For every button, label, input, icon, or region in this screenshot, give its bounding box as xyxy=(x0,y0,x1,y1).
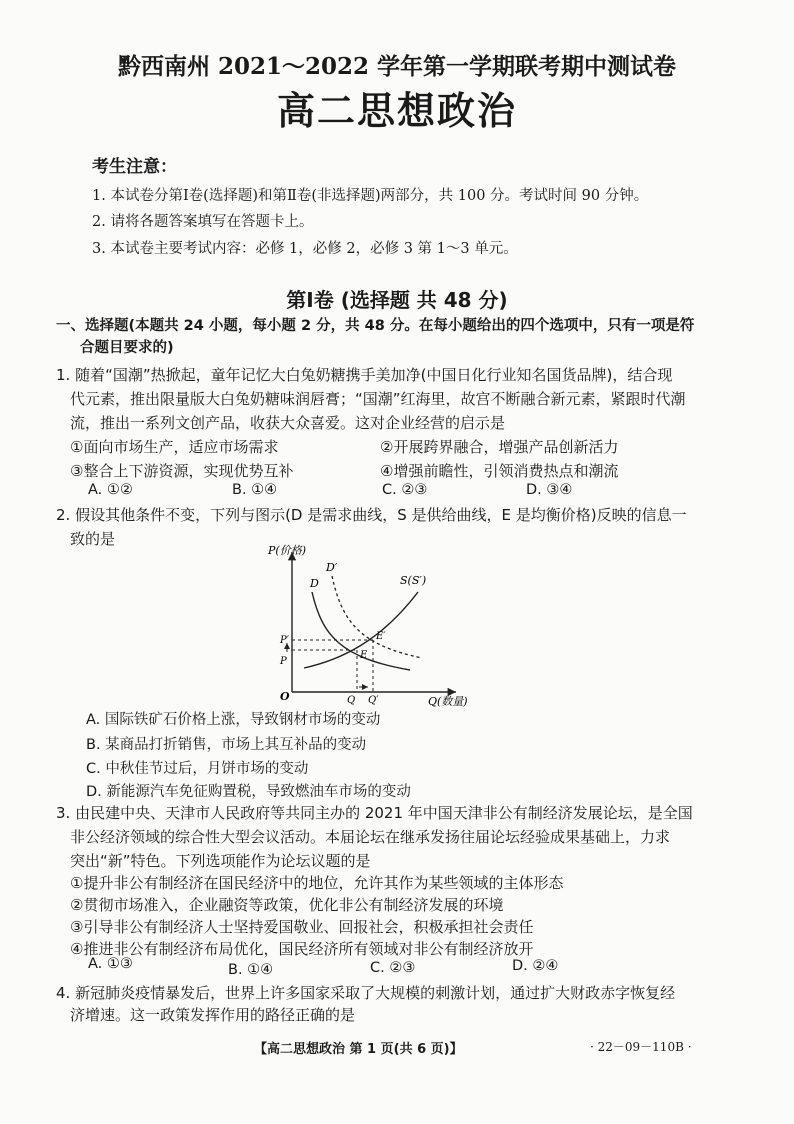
equilibrium-prime-label: E′ xyxy=(376,631,386,642)
notice-heading: 考生注意： xyxy=(92,157,177,177)
subject-title: 高二思想政治 xyxy=(276,89,517,133)
supply-label: S(S′) xyxy=(400,574,427,587)
question-3-option: D. ②④ xyxy=(512,958,559,974)
question-3-item: ④推进非公有制经济布局优化，国民经济所有领域对非公有制经济放开 xyxy=(70,940,534,958)
question-1-option: A. ①② xyxy=(88,482,133,498)
exam-code: · 22－09－110B · xyxy=(590,1040,692,1054)
question-4-text: 4. 新冠肺炎疫情暴发后，世界上许多国家采取了大规模的刺激计划，通过扩大财政赤字恢复经 xyxy=(56,984,676,1002)
question-1-item: ④增强前瞻性，引领消费热点和潮流 xyxy=(380,462,619,480)
question-1-text: 1. 随着“国潮”热掀起，童年记忆大白兔奶糖携手美加净(中国日化行业知名国货品牌)，结合现 xyxy=(56,366,673,384)
question-2-option: D. 新能源汽车免征购置税，导致燃油车市场的变动 xyxy=(86,784,411,800)
question-1-item: ③整合上下游资源，实现优势互补 xyxy=(70,462,294,480)
question-1-text: 流，推出一系列文创产品，收获大众喜爱。这对企业经营的启示是 xyxy=(70,414,506,432)
question-2-text: 致的是 xyxy=(70,530,116,548)
question-1-text: 代元素，推出限量版大白兔奶糖味润唇膏；“国潮”红海里，故宫不断融合新元素，紧跟时代潮 xyxy=(70,390,686,408)
question-1-option: B. ①④ xyxy=(232,482,278,498)
section-intro: 一、选择题(本题共 24 小题，每小题 2 分，共 48 分。在每小题给出的四个选项中，只有一项是符 xyxy=(56,318,695,334)
question-3-option: B. ①④ xyxy=(228,962,274,978)
question-3-item: ①提升非公有制经济在国民经济中的地位，允许其作为某些领域的主体形态 xyxy=(70,874,564,892)
q-label: Q xyxy=(347,695,356,706)
page-footer: 【高二思想政治 第 1 页(共 6 页)】 xyxy=(254,1042,463,1057)
section-title: 第Ⅰ卷 (选择题 共 48 分) xyxy=(286,288,508,312)
question-2-option: C. 中秋佳节过后，月饼市场的变动 xyxy=(86,761,309,777)
supply-demand-graph xyxy=(260,540,480,710)
section-intro: 合题目要求的) xyxy=(80,340,174,356)
origin-label: O xyxy=(280,690,290,703)
question-3-text: 突出“新”特色。下列选项能作为论坛议题的是 xyxy=(70,852,371,870)
demand-label: D xyxy=(310,577,319,590)
question-2-option: A. 国际铁矿石价格上涨，导致钢材市场的变动 xyxy=(86,712,381,728)
demand-curve-d-prime xyxy=(332,576,422,658)
x-axis-label: Q(数量) xyxy=(428,695,468,708)
notice-item: 2. 请将各题答案填写在答题卡上。 xyxy=(92,214,314,230)
question-2-text: 2. 假设其他条件不变，下列与图示(D 是需求曲线，S 是供给曲线，E 是均衡价格)反映的信息一 xyxy=(56,506,687,524)
question-3-option: C. ②③ xyxy=(370,960,416,976)
notice-item: 1. 本试卷分第Ⅰ卷(选择题)和第Ⅱ卷(非选择题)两部分，共 100 分。考试时间 90 分钟。 xyxy=(92,188,649,204)
question-1-option: D. ③④ xyxy=(526,482,573,498)
question-1-item: ②开展跨界融合，增强产品创新活力 xyxy=(380,438,619,456)
question-4-text: 济增速。这一政策发挥作用的路径正确的是 xyxy=(70,1006,356,1024)
question-1-item: ①面向市场生产，适应市场需求 xyxy=(70,438,279,456)
notice-item: 3. 本试卷主要考试内容：必修 1，必修 2，必修 3 第 1～3 单元。 xyxy=(92,241,518,257)
q-prime-label: Q′ xyxy=(368,695,379,706)
question-3-option: A. ①③ xyxy=(88,956,133,972)
equilibrium-label: E xyxy=(360,650,368,661)
y-axis-label: P(价格) xyxy=(268,544,306,557)
question-3-text: 非公经济领域的综合性大型会议活动。本届论坛在继承发扬往届论坛经验成果基础上，力求 xyxy=(70,828,671,846)
question-3-item: ③引导非公有制经济人士坚持爱国敬业、回报社会，积极承担社会责任 xyxy=(70,918,534,936)
question-3-text: 3. 由民建中央、天津市人民政府等共同主办的 2021 年中国天津非公有制经济发展论坛，是全国 xyxy=(56,804,693,822)
question-2-option: B. 某商品打折销售，市场上其互补品的变动 xyxy=(86,737,367,753)
p-label: P xyxy=(280,656,287,667)
question-1-option: C. ②③ xyxy=(382,482,428,498)
demand-prime-label: D′ xyxy=(326,561,338,574)
exam-title: 黔西南州 2021～2022 学年第一学期联考期中测试卷 xyxy=(117,53,677,80)
p-prime-label: P′ xyxy=(280,635,289,646)
question-3-item: ②贯彻市场准入，企业融资等政策，优化非公有制经济发展的环境 xyxy=(70,896,504,914)
